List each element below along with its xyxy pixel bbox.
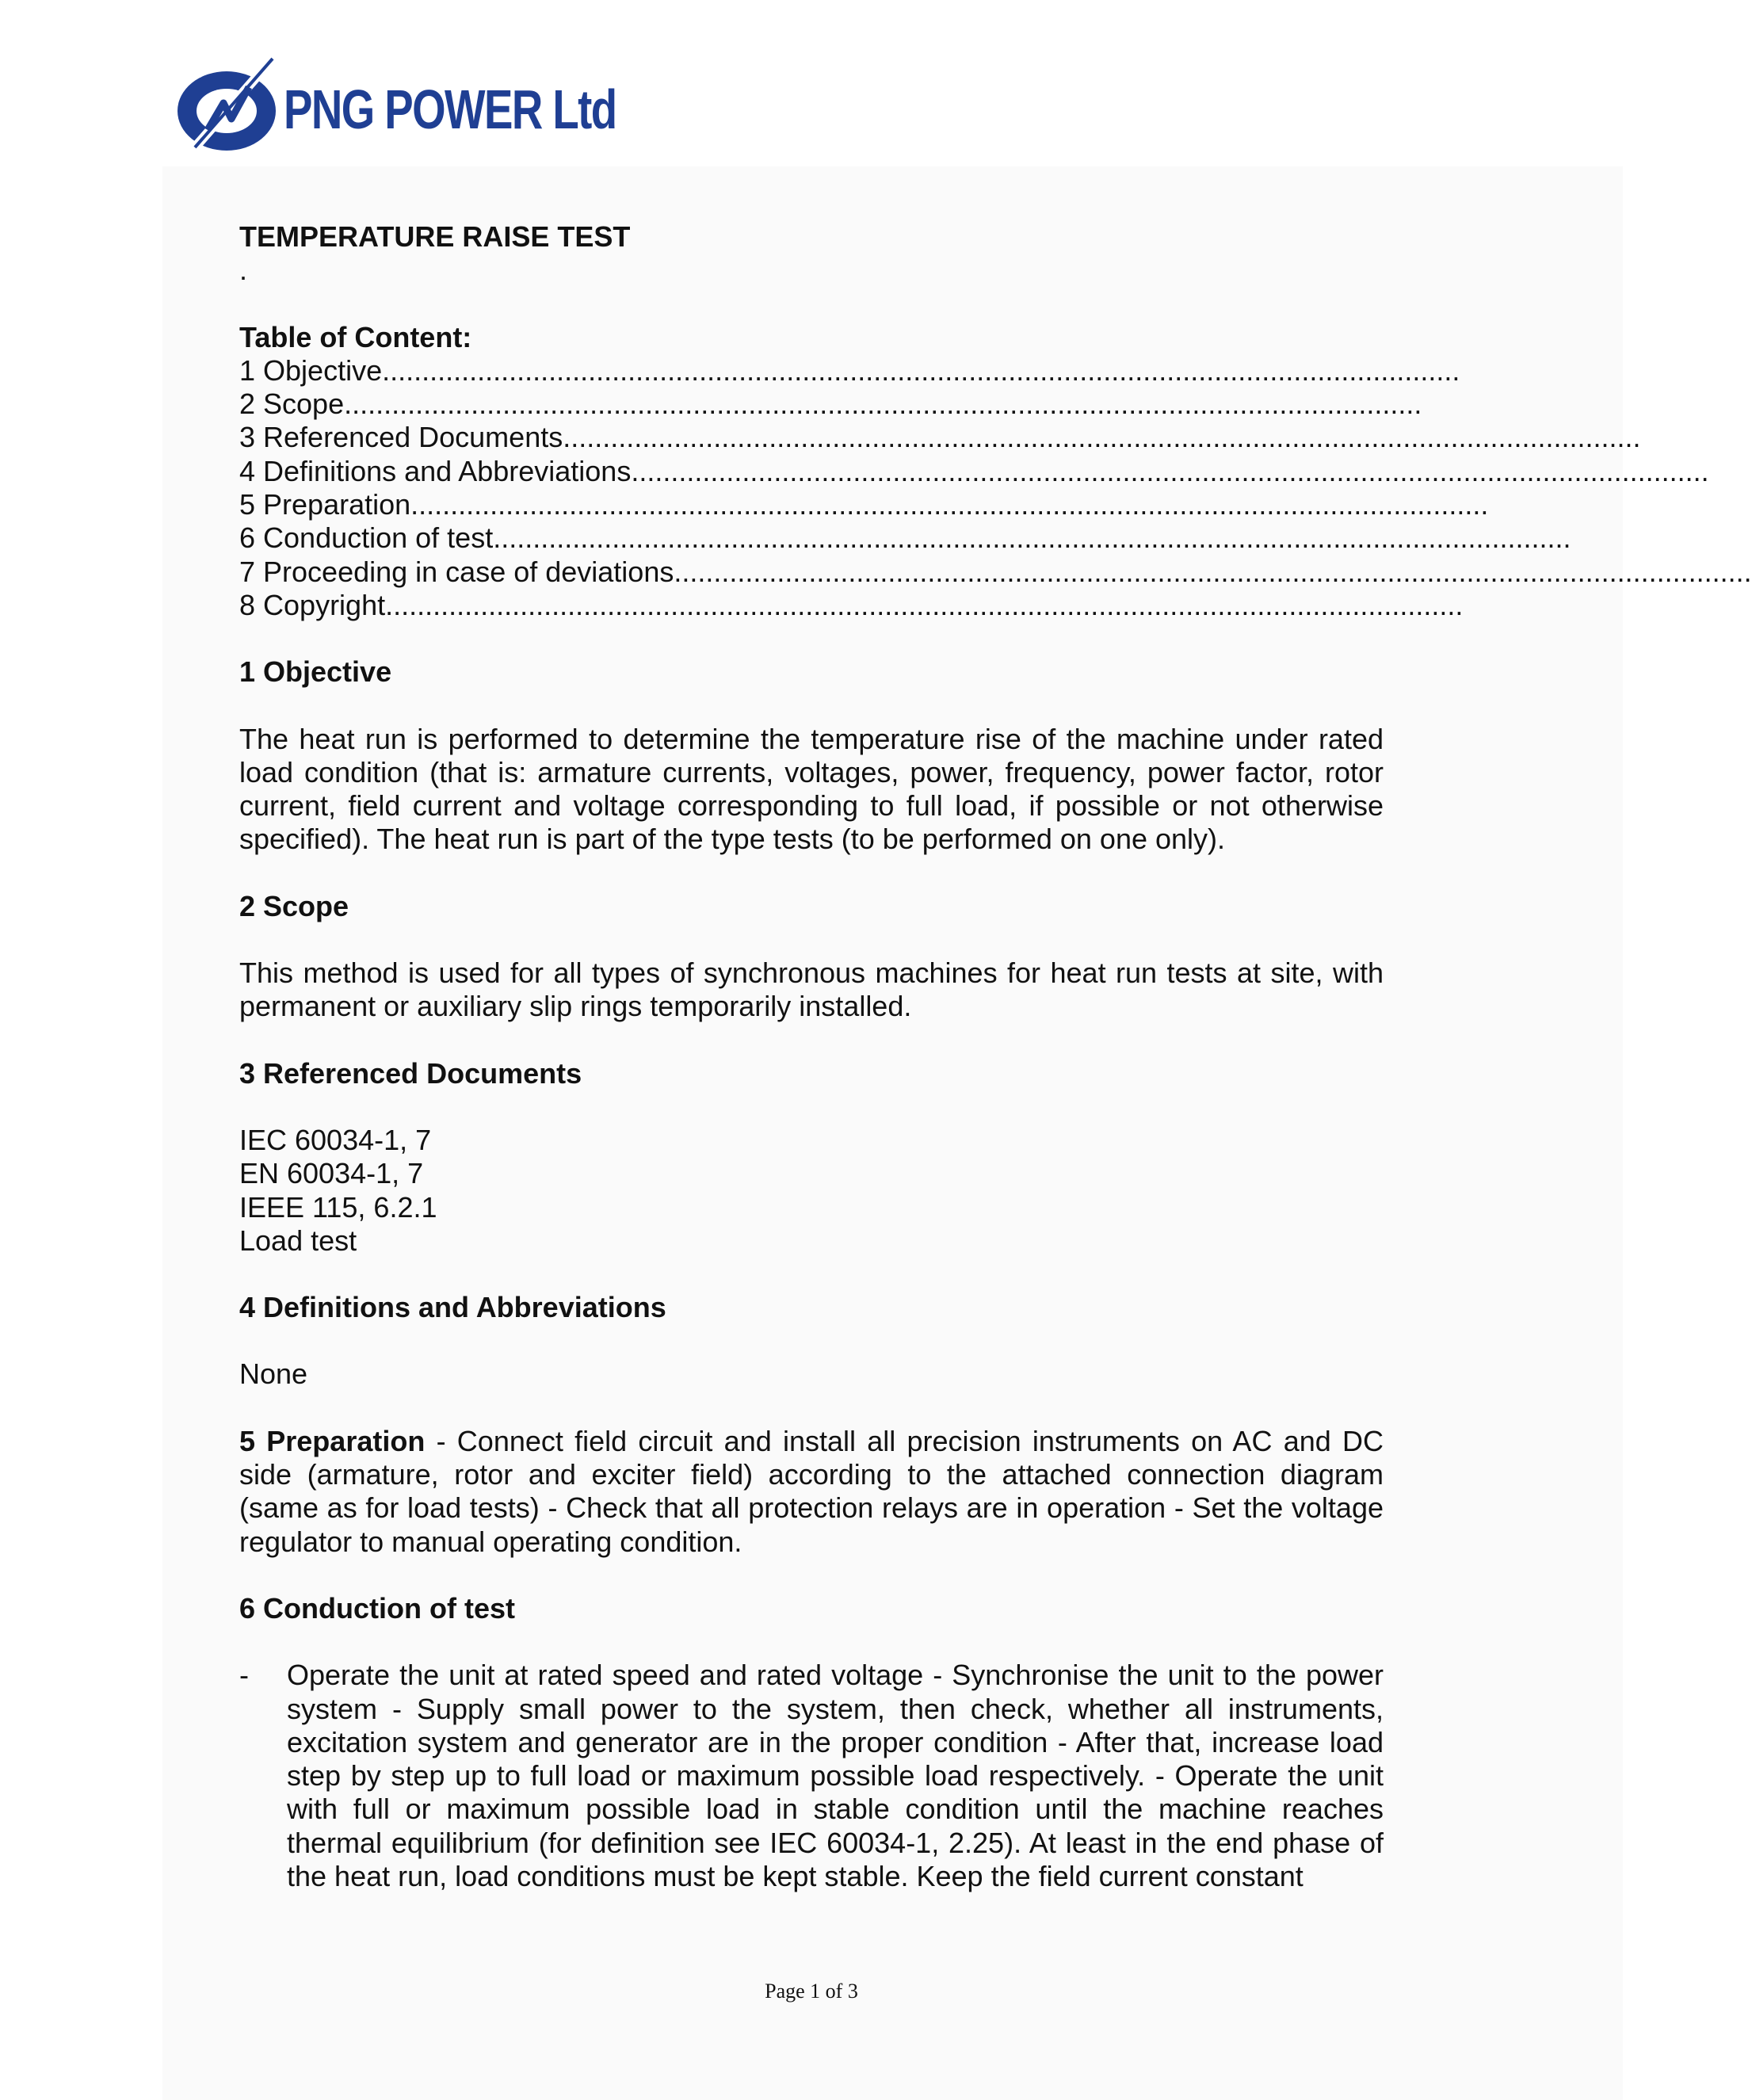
toc-item-definitions[interactable]: 4 Definitions and Abbreviations........................................................................................................................................ — [239, 454, 1709, 487]
section-heading-conduction: 6 Conduction of test — [239, 1591, 515, 1625]
section-heading-objective: 1 Objective — [239, 655, 392, 689]
page-number: Page 1 of 3 — [765, 1980, 858, 2003]
section-heading-preparation: 5 Preparation — [239, 1424, 426, 1457]
toc-item-copyright[interactable]: 8 Copyright........................................................................................................................................ — [239, 588, 1464, 621]
bullet-dash: - — [239, 1659, 249, 1692]
title-dot: . — [239, 254, 248, 287]
toc-item-preparation[interactable]: 5 Preparation........................................................................................................................................ — [239, 488, 1489, 521]
company-logo — [171, 54, 710, 165]
document-title: TEMPERATURE RAISE TEST — [239, 220, 631, 253]
toc-item-deviations[interactable]: 7 Proceeding in case of deviations........................................................................................................................................ — [239, 555, 1752, 588]
section-heading-scope: 2 Scope — [239, 889, 349, 922]
toc-heading: Table of Content: — [239, 320, 472, 353]
section-heading-references: 3 Referenced Documents — [239, 1056, 582, 1090]
reference-item: IEC 60034-1, 7 — [239, 1123, 432, 1156]
toc-item-objective[interactable]: 1 Objective........................................................................................................................................ — [239, 353, 1460, 387]
logo-text: PNG POWER Ltd — [284, 78, 616, 140]
reference-item: Load test — [239, 1224, 357, 1257]
document-body — [239, 220, 1752, 1893]
section-body-objective: The heat run is performed to determine the temperature rise of the machine under rated load condition (that is: armature currents, voltages, power, frequency, power factor, rotor current, field current and voltage corresponding to full load, if possible or not otherwise specified). The heat run is part of the type tests (to be performed on one only). — [239, 722, 1384, 856]
toc-item-referenced-documents[interactable]: 3 Referenced Documents........................................................................................................................................ — [239, 421, 1641, 454]
table-of-contents — [239, 353, 1752, 622]
reference-item: EN 60034-1, 7 — [239, 1157, 424, 1190]
section-body-definitions: None — [239, 1357, 308, 1391]
section-body-scope: This method is used for all types of synchronous machines for heat run tests at site, with permanent or auxiliary slip rings temporarily installed. — [239, 956, 1384, 1023]
toc-item-conduction[interactable]: 6 Conduction of test........................................................................................................................................ — [239, 521, 1571, 555]
section-heading-definitions: 4 Definitions and Abbreviations — [239, 1291, 666, 1324]
reference-list — [239, 1124, 1384, 1258]
list-item — [239, 1659, 1384, 1893]
section-body-preparation: - Connect field circuit and install all precision instruments on AC and DC side (armature, rotor and exciter field) according to the attached connection diagram (same as for load tests) - Check that all protection relays are in operation - Set the voltage regulator to manual operating condition. — [239, 1424, 1384, 1558]
logo-emblem-icon — [171, 54, 288, 165]
section-preparation — [239, 1425, 1384, 1559]
reference-item: IEEE 115, 6.2.1 — [239, 1190, 437, 1224]
toc-item-scope[interactable]: 2 Scope........................................................................................................................................ — [239, 388, 1422, 421]
section-body-conduction: Operate the unit at rated speed and rated voltage - Synchronise the unit to the power system - Supply small power to the system, then check, whether all instruments, excitation system and generator are in the proper condition - After that, increase load step by step up to full load or maximum possible load respectively. - Operate the unit with full or maximum possible load in stable condition until the machine reaches thermal equilibrium (for definition see IEC 60034-1, 2.25). At least in the end phase of the heat run, load conditions must be kept stable. Keep the field current constant — [287, 1659, 1384, 1892]
